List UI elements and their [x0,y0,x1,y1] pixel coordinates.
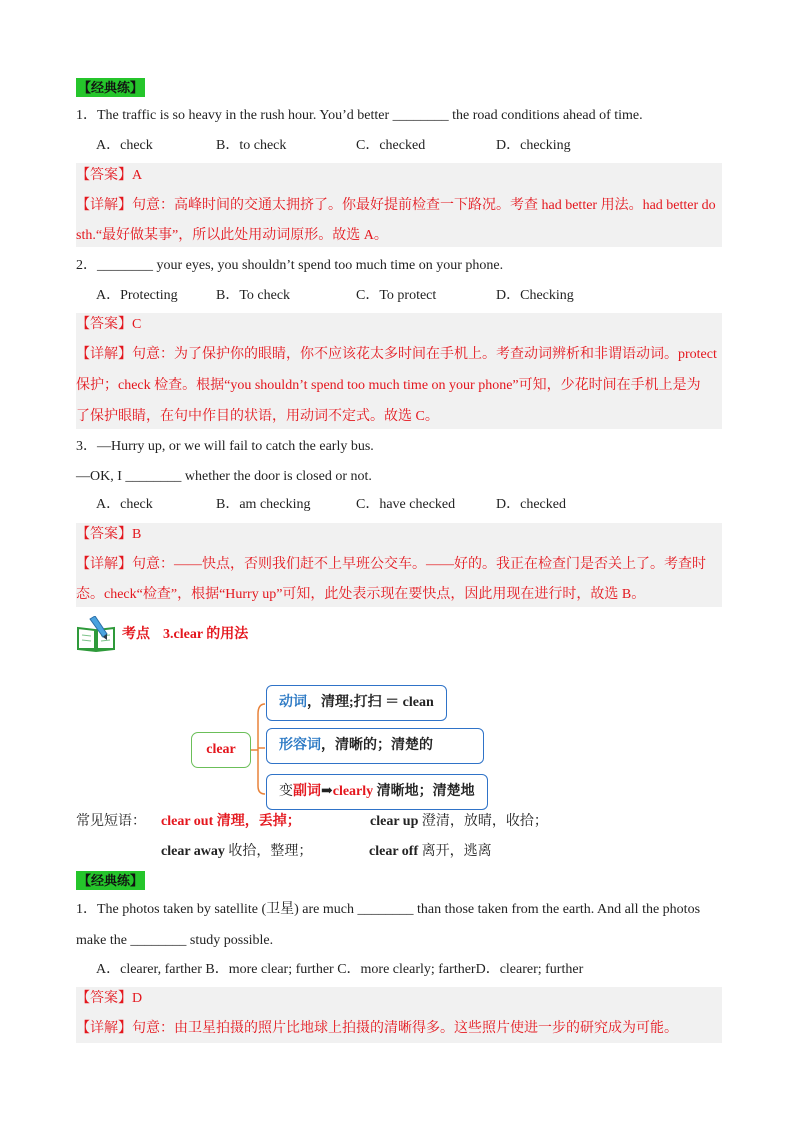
detail-line: 态。check“检查”，根据“Hurry up”可知，此处表示现在要快点，因此用现在进行时，故选 B。 [76,587,646,602]
option-d: D．checking [496,138,571,153]
detail-line: sth.“最好做某事”，所以此处用动词原形。故选 A。 [76,228,388,243]
phrase-meaning: 收拾，整理； [224,844,313,859]
phrase-meaning: 澄清，放晴，收拾； [418,814,548,829]
question-stem: 1．The traffic is so heavy in the rush hour. You’d better ________ the road conditions ahead of time. [76,108,643,123]
question-stem: 3．—Hurry up, or we will fail to catch the early bus. [76,439,374,454]
section-tag: 【经典练】 [78,80,144,95]
option-a: A．Protecting [96,288,178,303]
option-d: D．Checking [496,288,574,303]
answer: 【答案】D [76,991,143,1006]
kaodian-label: 考点 [122,627,150,642]
options-line: A．clearer, farther B．more clear; further C．more clearly; fartherD．clearer; further [96,962,584,977]
question-stem-2: make the ________ study possible. [76,933,274,948]
branch-text: ，清理;打扫 ＝ clean [307,695,434,710]
mindmap-root: clear [191,732,251,768]
phrase-word: clear off [369,844,419,859]
detail-line: 【详解】句意：由卫星拍摄的照片比地球上拍摄的清晰得多。这些照片使进一步的研究成为可能。 [76,1021,678,1036]
option-a: A．check [96,138,153,153]
question-stem: 1．The photos taken by satellite (卫星) are much ________ than those taken from the earth. And all the photos [76,902,701,917]
option-c: C．To protect [356,288,437,303]
option-c: C．checked [356,138,426,153]
mindmap-branch-adv [266,774,488,810]
phrase-meaning: 离开，逃离 [418,844,492,859]
detail-line: 了保护眼睛，在句中作目的状语，用动词不定式。故选 C。 [76,409,439,424]
detail-line: 【详解】句意：为了保护你的眼睛，你不应该花太多时间在手机上。考查动词辨析和非谓语动词。protect [76,347,717,362]
mindmap-branch-verb [266,685,447,721]
branch-text: 清晰地；清楚地 [373,784,475,799]
branch-word: clearly [332,784,374,799]
branch-text: ，清晰的；清楚的 [321,738,433,753]
option-b: B．am checking [216,497,311,512]
option-c: C．have checked [356,497,456,512]
option-a: A．check [96,497,153,512]
pos-label: 动词 [279,695,307,710]
answer: 【答案】C [76,317,142,332]
answer: 【答案】A [76,168,143,183]
detail-line: 【详解】句意：高峰时间的交通太拥挤了。你最好提前检查一下路况。考查 had better 用法。had better do [76,198,716,213]
kaodian-title: 3.clear 的用法 [163,627,249,642]
phrase-item [370,812,548,832]
pos-label: 副词 [293,784,321,799]
question-stem: 2．________ your eyes, you shouldn’t spend too much time on your phone. [76,258,504,273]
branch-prefix: 变 [279,784,293,799]
mindmap-branch-adj [266,728,484,764]
detail-line: 保护；check 检查。根据“you shouldn’t spend too much time on your phone”可知，少花时间在手机上是为 [76,378,701,393]
detail-line: 【详解】句意：——快点，否则我们赶不上早班公交车。——好的。我正在检查门是否关上了。考查时 [76,557,706,572]
question-stem-2: —OK, I ________ whether the door is closed or not. [76,469,372,484]
option-d: D．checked [496,497,566,512]
arrow-icon: ➡ [321,784,333,799]
option-b: B．to check [216,138,287,153]
phrases-label: 常见短语： [76,814,146,829]
option-b: B．To check [216,288,291,303]
section-tag: 【经典练】 [78,873,144,888]
answer: 【答案】B [76,527,142,542]
phrase-item [161,842,312,862]
pos-label: 形容词 [279,738,321,753]
book-pencil-icon [76,616,116,652]
phrase-word: clear up [370,814,419,829]
phrase-item [369,842,492,862]
phrase-word: clear away [161,844,225,859]
phrase-item: clear out 清理，丢掉； [161,814,301,829]
